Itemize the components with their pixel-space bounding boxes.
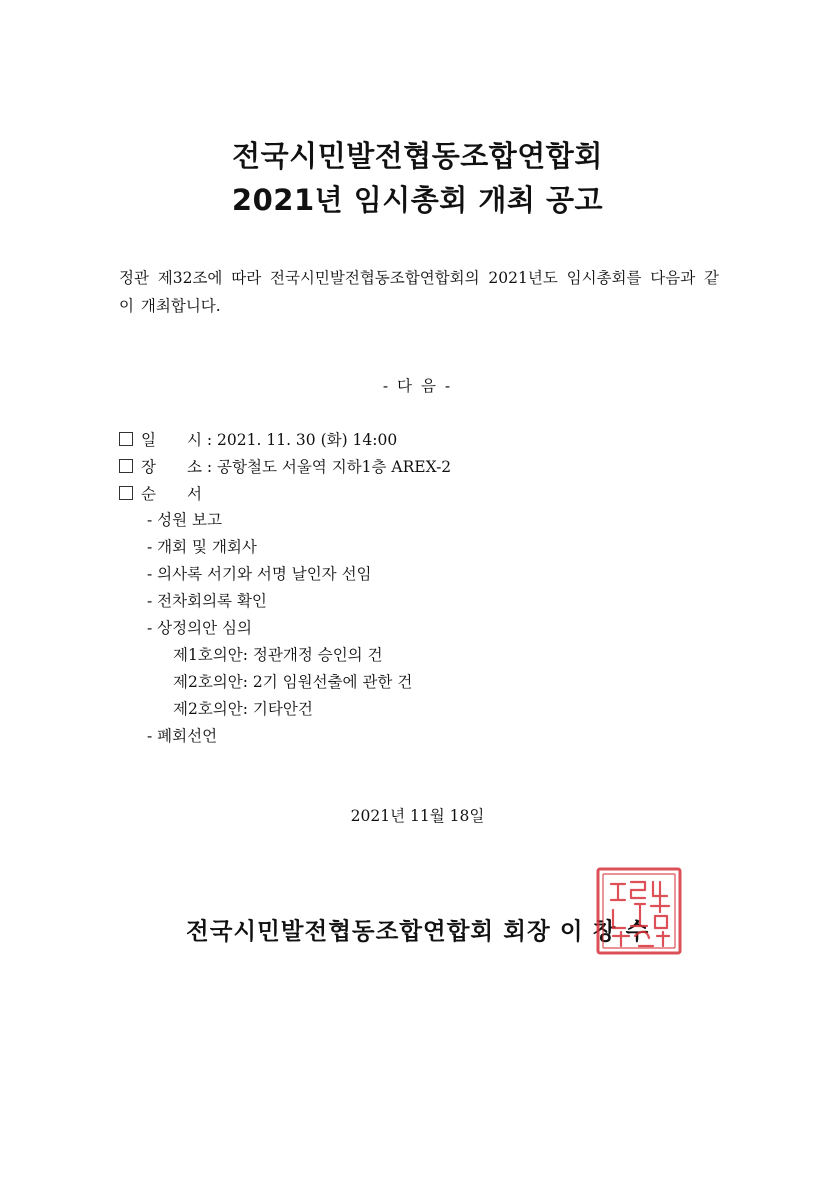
detail-place bbox=[119, 454, 451, 480]
detail-value: : 공항철도 서울역 지하1층 AREX-2 bbox=[206, 458, 452, 476]
title-line-2: 2021년 임시총회 개최 공고 bbox=[231, 183, 604, 217]
separator-heading: - 다 음 - bbox=[382, 377, 453, 395]
checkbox-square-icon bbox=[119, 486, 133, 500]
intro-paragraph: 정관 제32조에 따라 전국시민발전협동조합연합회의 2021년도 임시총회를 다음과 같이 개최합니다. bbox=[119, 269, 719, 315]
document-date: 2021년 11월 18일 bbox=[350, 807, 485, 825]
checkbox-square-icon bbox=[119, 432, 133, 446]
detail-label: 장 소 bbox=[141, 458, 202, 476]
agenda-item: 제1호의안: 정관개정 승인의 건 bbox=[173, 646, 383, 664]
order-item: - 전차회의록 확인 bbox=[147, 592, 267, 610]
agenda-item: 제2호의안: 기타안건 bbox=[173, 700, 313, 718]
detail-label: 일 시 bbox=[141, 431, 202, 449]
order-item: - 상정의안 심의 bbox=[147, 619, 252, 637]
order-item: - 개회 및 개회사 bbox=[147, 538, 257, 556]
detail-value: : 2021. 11. 30 (화) 14:00 bbox=[206, 431, 398, 449]
title-line-1: 전국시민발전협동조합연합회 bbox=[232, 139, 603, 173]
checkbox-square-icon bbox=[119, 459, 133, 473]
detail-date bbox=[119, 427, 397, 453]
signature-line: 전국시민발전협동조합연합회 회장 이 창 수 bbox=[186, 917, 650, 945]
agenda-item: 제2호의안: 2기 임원선출에 관한 건 bbox=[173, 673, 413, 691]
detail-order bbox=[119, 481, 202, 507]
closing-item: - 폐회선언 bbox=[147, 727, 218, 745]
order-item: - 성원 보고 bbox=[147, 511, 222, 529]
official-seal-icon bbox=[595, 866, 683, 956]
order-item: - 의사록 서기와 서명 날인자 선임 bbox=[147, 565, 372, 583]
detail-label: 순 서 bbox=[141, 485, 202, 503]
